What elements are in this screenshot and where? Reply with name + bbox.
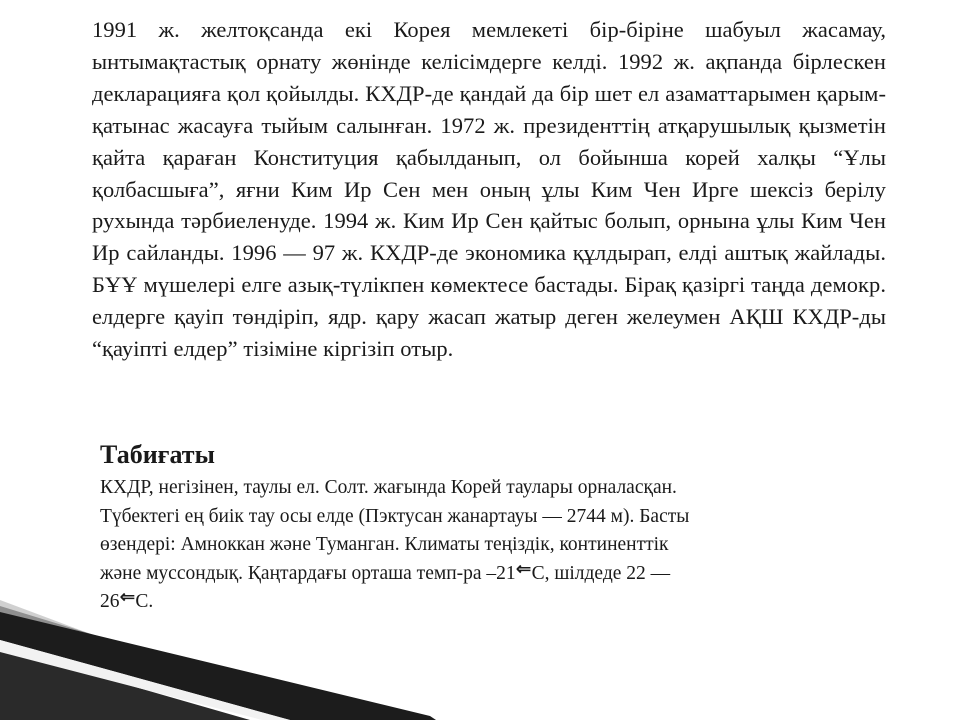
nature-paragraph (100, 474, 860, 617)
nature-section (100, 438, 860, 617)
nature-heading: Табиғаты (100, 440, 215, 469)
nature-text-part2: С, шілдеде 22 — 26 (100, 562, 671, 613)
nature-text-part1: КХДР, негізінен, таулы ел. Солт. жағында Корей таулары орналасқан. Түбектегі ең биік тау осы елде (Пэктусан жанартауы — 2744 м). Басты өзендері: Амноккан және Туманган. Климаты теңіздік, континенттік және муссондық. Қаңтардағы орташа темп-ра –21 (100, 477, 690, 584)
degree-arrow-icon: ⇐ (515, 557, 532, 580)
degree-arrow-icon: ⇐ (119, 586, 136, 609)
nature-text-part3: С. (135, 591, 154, 613)
history-paragraph: 1991 ж. желтоқсанда екі Корея мемлекеті бір-біріне шабуыл жасамау, ынтымақтастық орнату жөнінде келісімдерге келді. 1992 ж. ақпанда бірлескен декларацияға қол қойылды. КХДР-де қандай да бір шет ел азаматтарымен қарым-қатынас жасауға тыйым салынған. 1972 ж. президенттің атқарушылық қызметін қайта қараған Конституция қабылданып, ол бойынша корей халқы “Ұлы қолбасшыға”, яғни Ким Ир Сен мен оның ұлы Ким Чен Ирге шексіз берілу рухында тәрбиеленуде. 1994 ж. Ким Ир Сен қайтыс болып, орнына ұлы Ким Чен Ир сайланды. 1996 — 97 ж. КХДР-де экономика құлдырап, елді аштық жайлады. БҰҰ мүшелері елге азық-түлікпен көмектесе бастады. Бірақ қазіргі таңда демокр. елдерге қауіп төндіріп, ядр. қару жасап жатыр деген желеумен АҚШ КХДР-ды “қауіпті елдер” тізіміне кіргізіп отыр. (92, 17, 886, 362)
